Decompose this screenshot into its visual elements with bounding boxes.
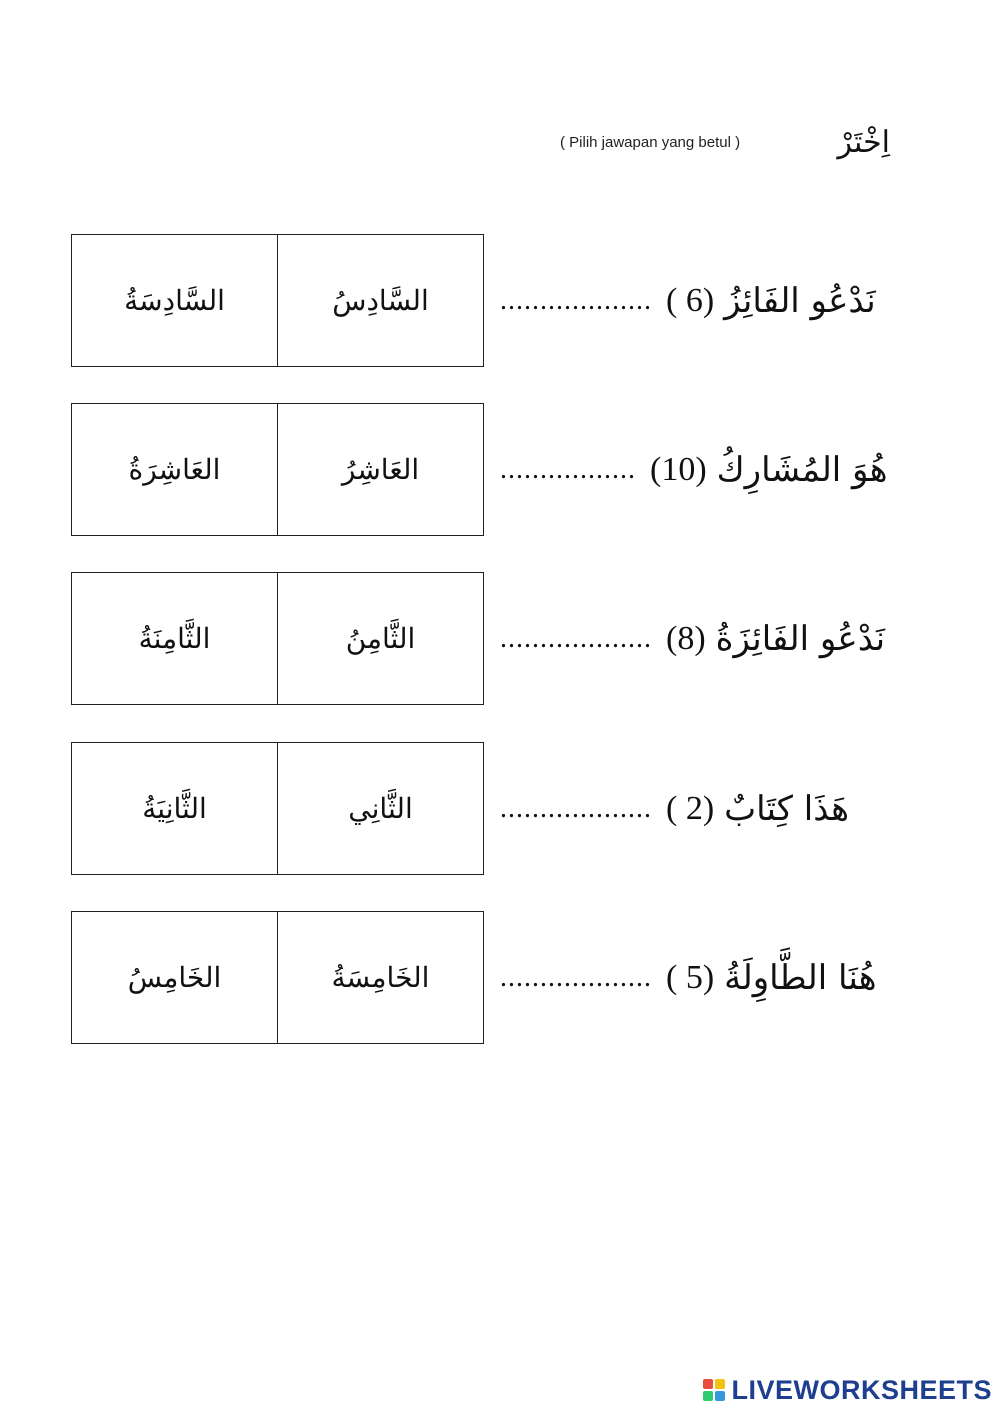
question-number: (8) (666, 619, 706, 657)
option-right[interactable]: العَاشِرُ (277, 404, 483, 535)
answer-blank[interactable]: ................. (500, 453, 636, 485)
question-text: نَدْعُو الفَائِزُ (724, 280, 876, 321)
answer-blank[interactable]: ................... (500, 622, 652, 654)
option-right[interactable]: الخَامِسَةُ (277, 912, 483, 1043)
option-left[interactable]: العَاشِرَةُ (128, 453, 221, 486)
logo-grid-icon (703, 1379, 725, 1401)
option-right[interactable]: الثَّانِي (277, 743, 483, 874)
option-left[interactable]: السَّادِسَةُ (124, 284, 225, 317)
question-text: هُنَا الطَّاوِلَةُ (724, 957, 877, 998)
question-row-3 (0, 572, 1000, 707)
instruction-text: ( Pilih jawapan yang betul ) (560, 134, 741, 151)
option-right[interactable]: الثَّامِنُ (277, 573, 483, 704)
question-row-5 (0, 911, 1000, 1046)
answer-blank[interactable]: ................... (500, 792, 652, 824)
options-box (71, 572, 484, 705)
options-box (71, 403, 484, 536)
question-sentence (500, 911, 925, 1044)
logo-text: LIVEWORKSHEETS (731, 1374, 992, 1405)
liveworksheets-logo (703, 1373, 992, 1407)
answer-blank[interactable]: ................... (500, 284, 652, 316)
question-row-1 (0, 234, 1000, 369)
option-left[interactable]: الثَّانِيَةُ (142, 792, 207, 825)
question-number: ( 6) (666, 281, 715, 319)
logo-square-icon (715, 1391, 725, 1401)
page-title: اِخْتَرْ (837, 125, 890, 160)
question-sentence (500, 403, 925, 536)
logo-square-icon (703, 1391, 713, 1401)
question-text: هَذَا كِتَابٌ (724, 788, 849, 829)
logo-square-icon (703, 1379, 713, 1389)
question-number: ( 2) (666, 789, 715, 827)
question-text: نَدْعُو الفَائِزَةُ (715, 618, 886, 659)
options-box (71, 234, 484, 367)
question-sentence (500, 234, 925, 367)
question-text: هُوَ المُشَارِكُ (716, 449, 888, 490)
logo-square-icon (715, 1379, 725, 1389)
question-sentence (500, 742, 925, 875)
answer-blank[interactable]: ................... (500, 961, 652, 993)
option-left[interactable]: الخَامِسُ (127, 961, 222, 994)
question-row-2 (0, 403, 1000, 538)
question-row-4 (0, 742, 1000, 877)
option-left[interactable]: الثَّامِنَةُ (138, 622, 211, 655)
question-number: ( 5) (666, 958, 715, 996)
options-box (71, 742, 484, 875)
option-right[interactable]: السَّادِسُ (277, 235, 483, 366)
question-number: (10) (650, 450, 707, 488)
options-box (71, 911, 484, 1044)
question-sentence (500, 572, 925, 705)
